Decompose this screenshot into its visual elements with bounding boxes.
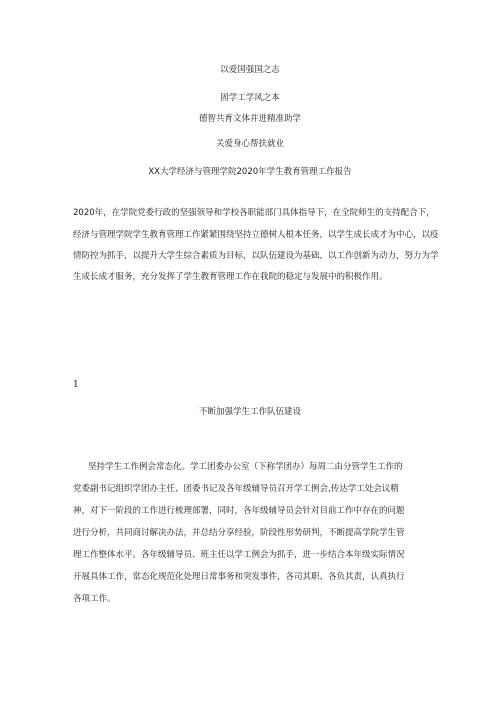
section-line: 坚持学生工作例会常态化。学工团委办公室（下称学团办）每周二由分管学生工作的 bbox=[88, 462, 403, 472]
section-heading: 不断加强学生工作队伍建设 bbox=[198, 407, 301, 417]
intro-line: 生成长成才服务，充分发挥了学生教育管理工作在我院的稳定与发展中的积极作用。 bbox=[73, 272, 388, 282]
motto-line-4: 关爱身心帮扶就业 bbox=[215, 139, 284, 149]
section-line: 党委副书记组织学团办主任、团委书记及各年级辅导员召开学工例会,传达学工处会议精 bbox=[73, 484, 399, 494]
intro-line: 情防控为抓手，以提升大学生综合素质为目标，以队伍建设为基础，以工作创新为动力，努力为学 bbox=[73, 251, 439, 261]
section-line: 神，对下一阶段的工作进行梳理部署，同时，各年级辅导员会针对目前工作中存在的问题 bbox=[73, 506, 405, 516]
motto-line-2: 固学工学风之本 bbox=[220, 93, 280, 103]
intro-line: 经济与管理学院学生教育管理工作紧紧围绕坚持立德树人根本任务，以学生成长成才为中心，以疫 bbox=[73, 230, 439, 240]
section-line: 理工作整体水平。各年级辅导员、班主任以学工例会为抓手，进一步结合本年级实际情况 bbox=[73, 550, 405, 560]
section-number: 1 bbox=[73, 380, 79, 390]
motto-line-3: 德智共育文体并进精准助学 bbox=[198, 114, 301, 124]
section-line: 开展具体工作，常态化规范化处理日常事务和突发事件，各司其职、各负其责，认真执行 bbox=[73, 572, 405, 582]
motto-line-1: 以爱国强国之志 bbox=[220, 65, 280, 75]
report-title: XX大学经济与管理学院2020年学生教育管理工作报告 bbox=[148, 167, 352, 177]
intro-line: 2020年，在学院党委行政的坚强领导和学校各职能部门具体指导下，在全院师生的支持配合下， bbox=[73, 208, 435, 218]
section-line: 进行分析，共同商讨解决办法，并总结分享经验，阶段性形势研判，不断提高学院学生管 bbox=[73, 528, 405, 538]
section-line: 各项工作。 bbox=[73, 594, 116, 604]
